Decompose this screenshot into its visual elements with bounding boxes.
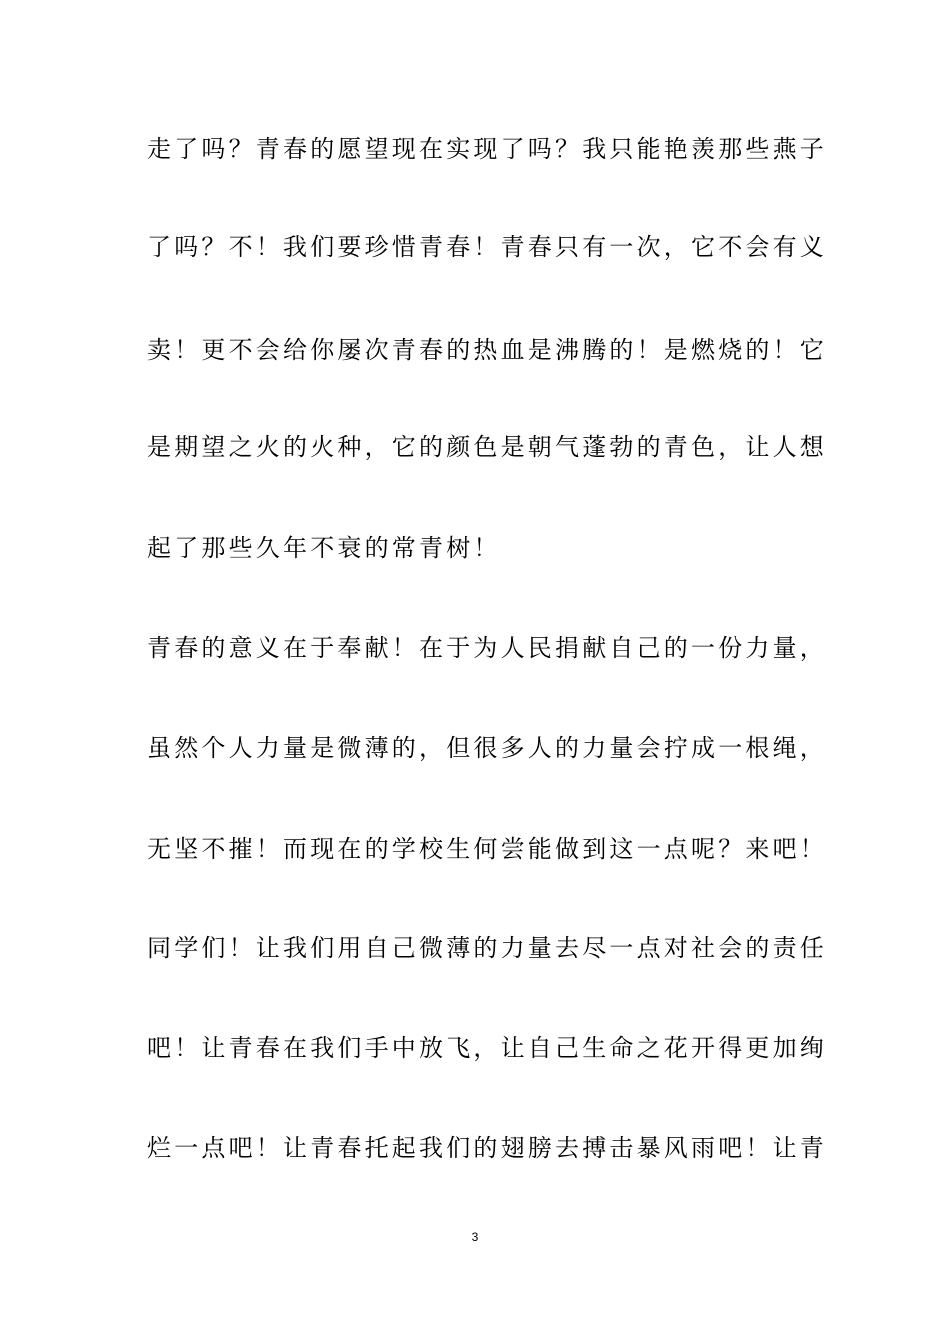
text-line: 同学们！让我们用自己微薄的力量去尽一点对社会的责任 xyxy=(147,934,827,962)
page-number: 3 xyxy=(471,1230,479,1244)
text-line: 是期望之火的火种，它的颜色是朝气蓬勃的青色，让人想 xyxy=(147,433,827,461)
text-line: 虽然个人力量是微薄的，但很多人的力量会拧成一根绳， xyxy=(147,734,827,762)
text-line: 烂一点吧！让青春托起我们的翅膀去搏击暴风雨吧！让青 xyxy=(147,1134,827,1162)
text-line: 卖！更不会给你屡次青春的热血是沸腾的！是燃烧的！它 xyxy=(147,336,827,364)
text-line: 青春的意义在于奉献！在于为人民捐献自己的一份力量， xyxy=(147,634,827,662)
text-line: 无坚不摧！而现在的学校生何尝能做到这一点呢？来吧！ xyxy=(147,835,827,863)
text-line: 了吗？不！我们要珍惜青春！青春只有一次，它不会有义 xyxy=(147,233,827,261)
text-line: 走了吗？青春的愿望现在实现了吗？我只能艳羡那些燕子 xyxy=(147,135,827,163)
text-line: 起了那些久年不衰的常青树！ xyxy=(147,534,501,562)
text-line: 吧！让青春在我们手中放飞，让自己生命之花开得更加绚 xyxy=(147,1034,827,1062)
